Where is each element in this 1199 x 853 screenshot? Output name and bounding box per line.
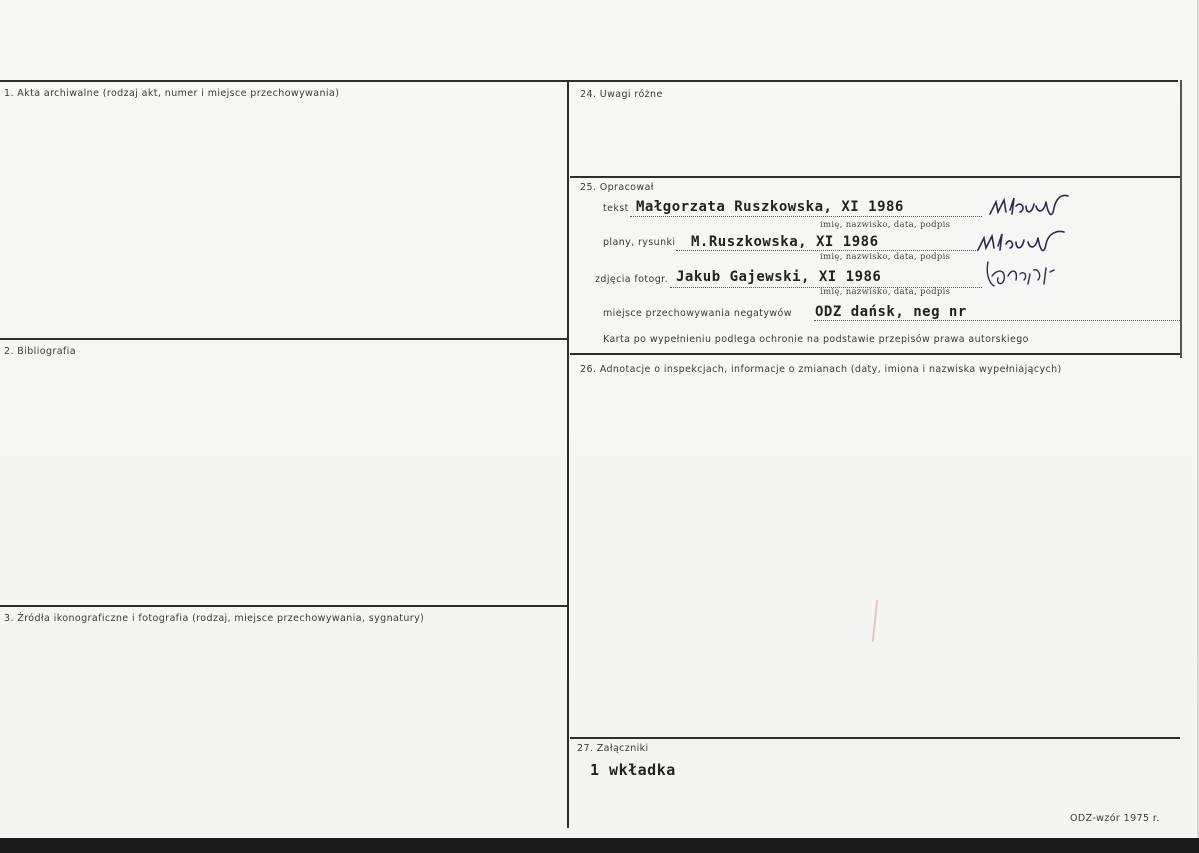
- signature-3: [984, 258, 1064, 292]
- field-3-label: 3. Źródła ikonograficzne i fotografia (rodzaj, miejsce przechowywania, sygnatury): [4, 613, 425, 624]
- field-24-label: 24. Uwagi różne: [580, 89, 663, 100]
- top-rule: [0, 80, 1178, 82]
- tekst-value: Małgorzata Ruszkowska, XI 1986: [636, 199, 904, 215]
- field-1-label: 1. Akta archiwalne (rodzaj akt, numer i miejsce przechowywania): [4, 88, 340, 99]
- rule-left-2: [0, 605, 568, 607]
- plany-caption: imię, nazwisko, data, podpis: [820, 252, 951, 262]
- scan-bottom-edge: [0, 838, 1199, 853]
- center-divider: [567, 80, 569, 828]
- field-25-label: 25. Opracował: [580, 182, 654, 193]
- zalaczniki-value: 1 wkładka: [590, 761, 676, 779]
- right-border-top: [1180, 80, 1182, 358]
- miejsce-label: miejsce przechowywania negatywów: [603, 308, 792, 319]
- zdjecia-label: zdjęcia fotogr.: [595, 274, 668, 285]
- plany-label: plany, rysunki: [603, 237, 676, 248]
- miejsce-value: ODZ dańsk, neg nr: [815, 304, 967, 320]
- faint-mark: [872, 600, 878, 642]
- plany-dotted-line: [676, 250, 978, 251]
- zdjecia-value: Jakub Gajewski, XI 1986: [676, 269, 882, 285]
- tekst-dotted-line: [630, 216, 982, 217]
- field-26-label: 26. Adnotacje o inspekcjach, informacje o zmianach (daty, imiona i nazwiska wypełniających): [580, 364, 1062, 375]
- zdjecia-caption: imię, nazwisko, data, podpis: [820, 287, 951, 297]
- rule-left-1: [0, 338, 568, 340]
- field-2-label: 2. Bibliografia: [4, 346, 76, 357]
- form-id: ODZ-wzór 1975 r.: [1070, 813, 1160, 824]
- plany-value: M.Ruszkowska, XI 1986: [691, 234, 879, 250]
- copyright-note: Karta po wypełnieniu podlega ochronie na podstawie przepisów prawa autorskiego: [603, 334, 1029, 345]
- rule-right-3: [570, 737, 1180, 739]
- miejsce-dotted-line: [814, 320, 1180, 321]
- tekst-label: tekst: [603, 203, 629, 214]
- rule-right-1: [570, 176, 1182, 178]
- signature-2: [976, 228, 1070, 258]
- rule-right-2: [570, 353, 1182, 355]
- tekst-caption: imię, nazwisko, data, podpis: [820, 220, 951, 230]
- field-27-label: 27. Załączniki: [577, 743, 649, 754]
- signature-1: [988, 192, 1074, 222]
